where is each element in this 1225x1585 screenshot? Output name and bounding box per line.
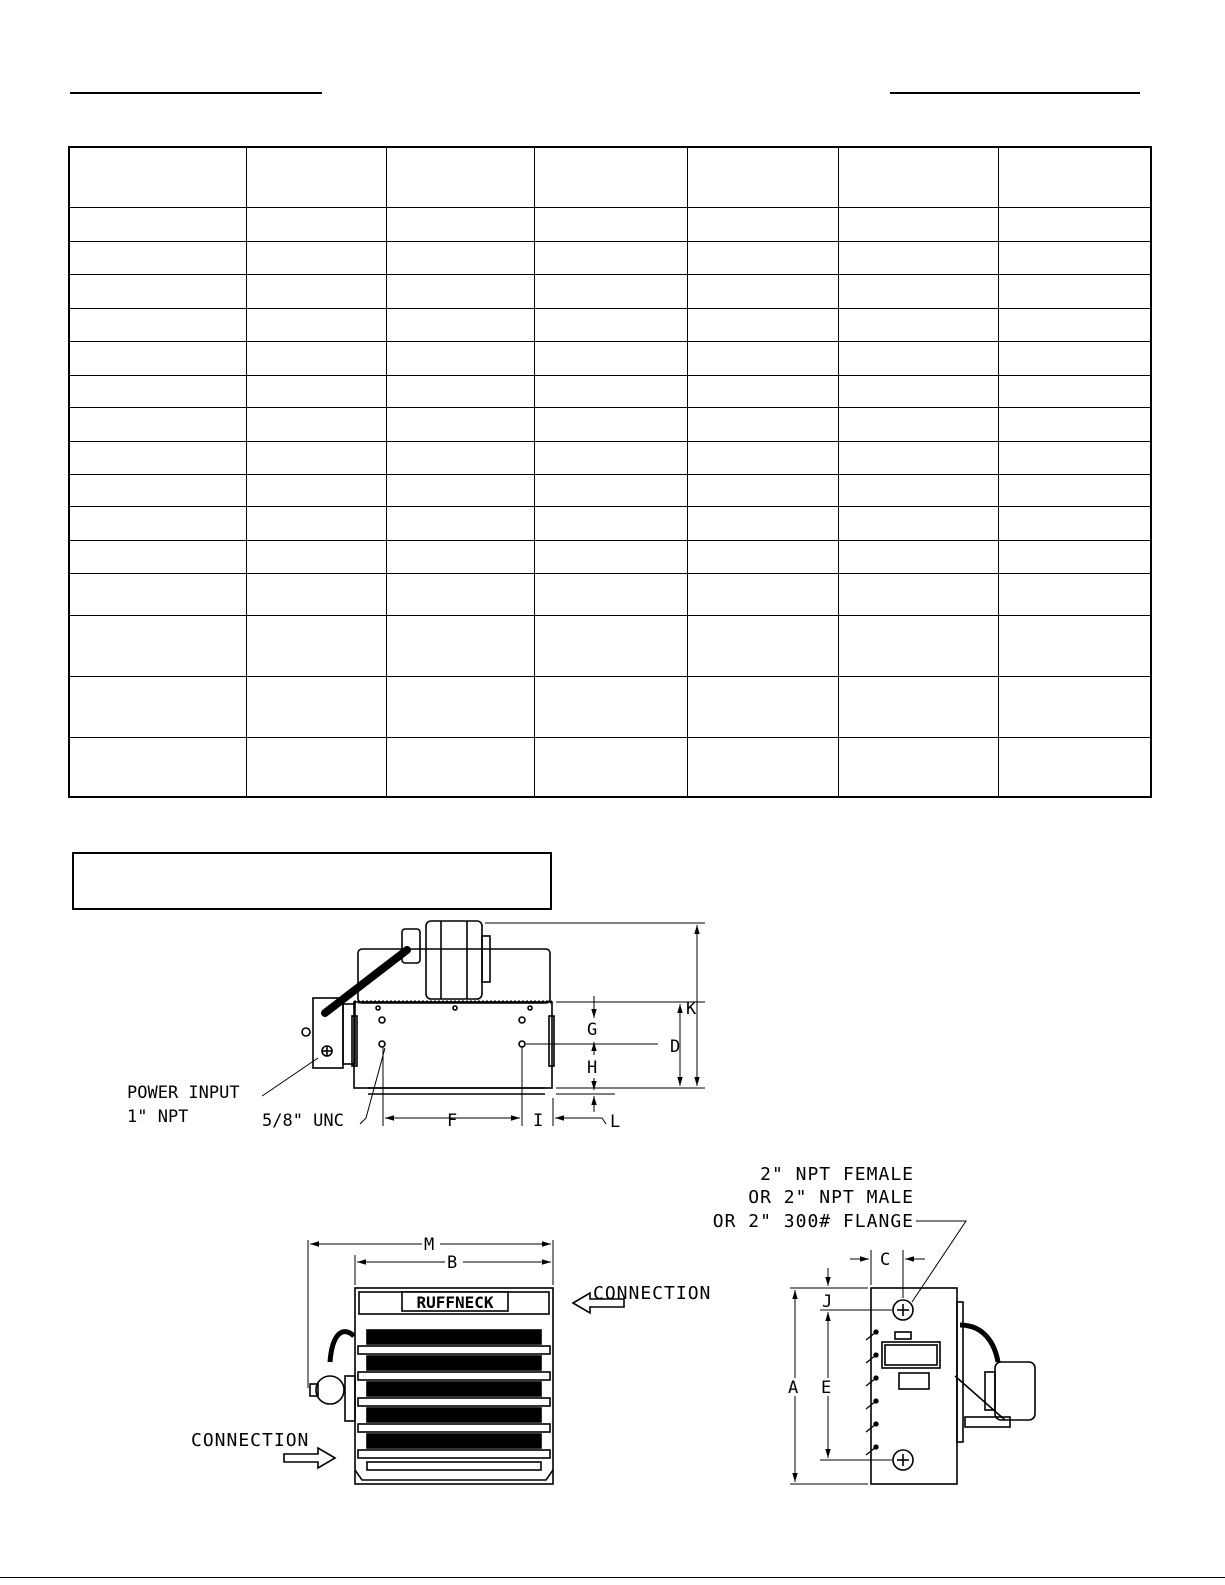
connection-bottom-label: CONNECTION: [191, 1430, 310, 1451]
grille: [358, 1330, 550, 1458]
grille-slat: [358, 1450, 550, 1458]
grille-fin: [367, 1434, 541, 1448]
dim-m-label: M: [424, 1235, 435, 1255]
grille-slat: [358, 1346, 550, 1354]
grille-slat: [358, 1424, 550, 1432]
end-view: [790, 1221, 1035, 1484]
connection-top-label: CONNECTION: [593, 1283, 712, 1304]
grille-slat: [358, 1398, 550, 1406]
dim-h-label: H: [587, 1058, 598, 1078]
dim-c-label: C: [880, 1250, 891, 1270]
connection-bottom-arrow: [284, 1448, 335, 1468]
power-input-size-label: 1" NPT: [127, 1107, 189, 1127]
mount-hole-icon: [379, 1017, 385, 1023]
brand-label: RUFFNECK: [416, 1293, 494, 1312]
dim-a-label: A: [788, 1378, 799, 1398]
dim-e-label: E: [821, 1378, 832, 1398]
grille-fin: [367, 1408, 541, 1422]
motor-end-icon: [316, 1376, 344, 1404]
grille-fin: [367, 1330, 541, 1344]
power-input-label: POWER INPUT: [127, 1083, 240, 1103]
callout-npt-male: OR 2" NPT MALE: [748, 1187, 914, 1208]
dim-g-label: G: [587, 1020, 598, 1040]
dim-i-label: I: [533, 1111, 544, 1131]
front-view: [284, 1240, 624, 1484]
motor: [426, 921, 482, 999]
motor-side-icon: [995, 1362, 1035, 1420]
footer-rule: [0, 1577, 1225, 1578]
heater-end-body: [871, 1288, 957, 1484]
end-view-labels: [713, 1164, 914, 1398]
junction-box: [402, 929, 420, 963]
side-view-labels: [127, 999, 697, 1132]
dim-d-label: D: [670, 1037, 681, 1057]
dim-j-label: J: [822, 1292, 833, 1312]
grille-fin: [367, 1382, 541, 1396]
side-view: [262, 921, 705, 1126]
grille-slat: [358, 1372, 550, 1380]
bolt-icon: [302, 1028, 310, 1036]
unc-label: 5/8" UNC: [262, 1111, 344, 1131]
dim-k-label: K: [686, 999, 697, 1019]
access-panel: [882, 1342, 940, 1368]
grille-fin: [367, 1356, 541, 1370]
dim-b-label: B: [447, 1253, 458, 1273]
callout-flange: OR 2" 300# FLANGE: [712, 1211, 914, 1232]
dim-l-label: L: [610, 1112, 621, 1132]
fan-housing: [358, 949, 550, 1003]
callout-npt-female: 2" NPT FEMALE: [760, 1164, 914, 1185]
dim-f-label: F: [447, 1111, 458, 1131]
